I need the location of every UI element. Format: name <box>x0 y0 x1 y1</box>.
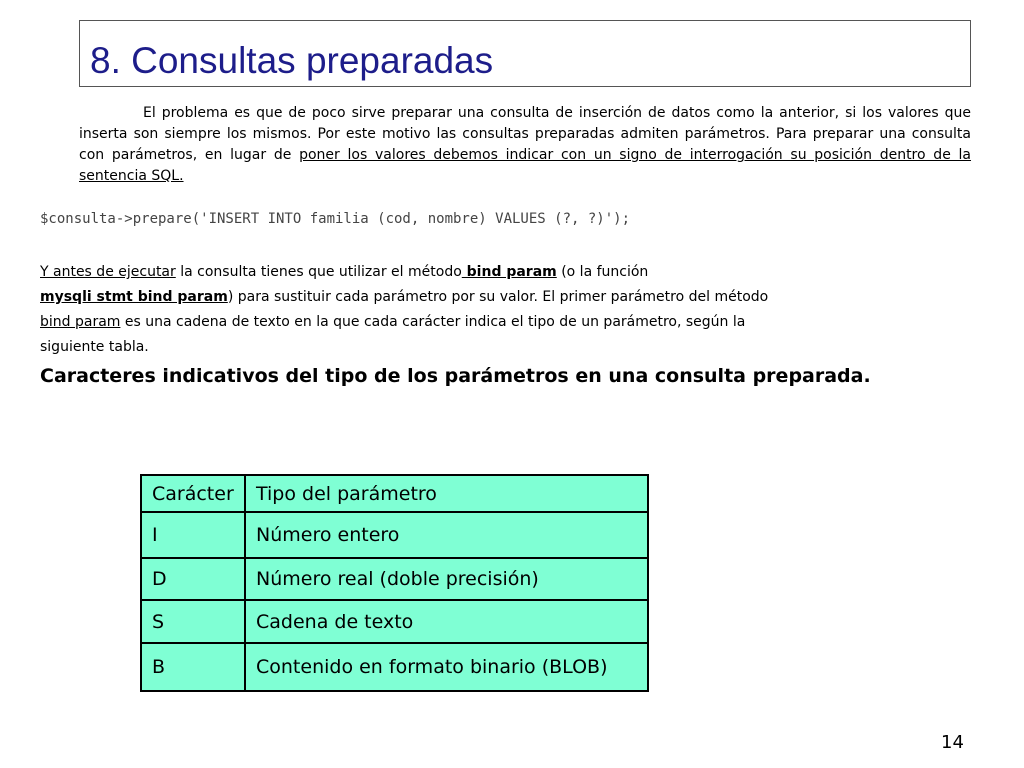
table-row <box>141 600 648 643</box>
table-cell-char: D <box>141 558 245 600</box>
method-name: bind param <box>461 264 557 280</box>
intro-text: El problema es que de poco sirve preparar una consulta de inserción de datos como la anterior, si los valores que inserta son siempre los mismos. Por este motivo las consultas preparadas admiten parámetros. Para preparar una consulta con parámetros, en lugar de <box>79 105 971 163</box>
function-name: mysqli stmt bind param <box>40 289 228 305</box>
explanation-underlined-start: Y antes de ejecutar <box>40 264 176 280</box>
explanation-paragraph: Y antes de ejecutar la consulta tienes que utilizar el método bind param (o la función mysqli stmt bind param) para sustituir cada parámetro por su valor. El primer parámetro del método bind param es una cadena de texto en la que cada carácter indica el tipo de un parámetro, según la siguiente tabla. <box>40 264 769 355</box>
table-row <box>141 643 648 691</box>
intro-underlined-text: poner los valores debemos indicar con un signo de interrogación su posición dentro de la sentencia SQL. <box>79 147 972 184</box>
table-heading: Caracteres indicativos del tipo de los parámetros en una consulta preparada. <box>40 365 871 387</box>
table-cell-char: I <box>141 512 245 558</box>
slide-title: 8. Consultas preparadas <box>90 40 494 81</box>
table-cell-type: Número entero <box>245 512 648 558</box>
intro-paragraph <box>79 103 971 187</box>
table-cell-type: Cadena de texto <box>245 600 648 643</box>
parameter-types-table <box>140 474 649 692</box>
code-line: $consulta->prepare('INSERT INTO familia (cod, nombre) VALUES (?, ?)'); <box>40 211 631 227</box>
table-row <box>141 512 648 558</box>
table-header-cell: Tipo del parámetro <box>245 475 648 512</box>
method-name-underlined: bind param <box>40 314 121 330</box>
table-header-row <box>141 475 648 512</box>
table-cell-type: Contenido en formato binario (BLOB) <box>245 643 648 691</box>
page-number: 14 <box>941 732 964 753</box>
table-cell-char: B <box>141 643 245 691</box>
title-box <box>79 20 971 87</box>
table-cell-type: Número real (doble precisión) <box>245 558 648 600</box>
table-cell-char: S <box>141 600 245 643</box>
table-header-cell: Carácter <box>141 475 245 512</box>
table-row <box>141 558 648 600</box>
